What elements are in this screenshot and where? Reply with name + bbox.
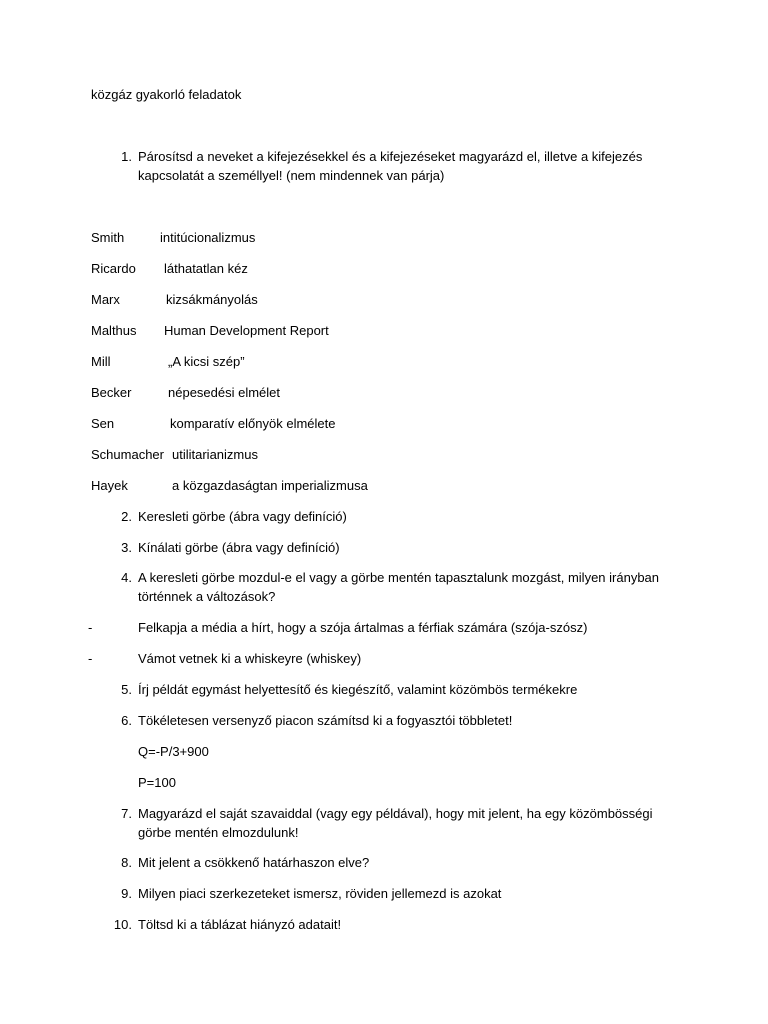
expression: utilitarianizmus bbox=[172, 447, 258, 462]
sub-item-text: Vámot vetnek ki a whiskeyre (whiskey) bbox=[138, 651, 362, 666]
question-text: Mit jelent a csökkenő határhaszon elve? bbox=[138, 855, 370, 870]
question-text: Írj példát egymást helyettesítő és kiegészítő, valamint közömbös termékekre bbox=[138, 682, 578, 697]
question-number: 9. bbox=[121, 886, 132, 901]
question-number: 7. bbox=[121, 806, 132, 821]
question-text: Tökéletesen versenyző piacon számítsd ki a fogyasztói többletet! bbox=[138, 713, 513, 728]
question-text: Kínálati görbe (ábra vagy definíció) bbox=[138, 540, 340, 555]
person-name: Mill bbox=[91, 354, 111, 369]
question-text: A keresleti görbe mozdul-e el vagy a görbe mentén tapasztalunk mozgást, milyen irányban történnek a változások? bbox=[138, 570, 660, 604]
expression: kizsákmányolás bbox=[166, 292, 258, 307]
question-text: Párosítsd a neveket a kifejezésekkel és a kifejezéseket magyarázd el, illetve a kifejezés kapcsolatát a személlyel! (nem mindennek van párja) bbox=[138, 149, 643, 183]
expression: a közgazdaságtan imperializmusa bbox=[172, 478, 368, 493]
question-number: 1. bbox=[121, 149, 132, 164]
question-number: 2. bbox=[121, 509, 132, 524]
person-name: Becker bbox=[91, 385, 132, 400]
question-text: Töltsd ki a táblázat hiányzó adatait! bbox=[138, 917, 342, 932]
formula-demand: Q=-P/3+900 bbox=[138, 744, 209, 759]
question-text: Milyen piaci szerkezeteket ismersz, röviden jellemezd is azokat bbox=[138, 886, 502, 901]
person-name: Malthus bbox=[91, 323, 137, 338]
formula-price: P=100 bbox=[138, 775, 176, 790]
question-number: 4. bbox=[121, 570, 132, 585]
question-number: 10. bbox=[113, 917, 132, 932]
question-number: 3. bbox=[121, 540, 132, 555]
question-number: 8. bbox=[121, 855, 132, 870]
expression: Human Development Report bbox=[164, 323, 329, 338]
person-name: Ricardo bbox=[91, 261, 136, 276]
person-name: Hayek bbox=[91, 478, 128, 493]
bullet-dash: - bbox=[88, 651, 93, 666]
question-number: 5. bbox=[121, 682, 132, 697]
expression: intitúcionalizmus bbox=[160, 230, 256, 245]
question-text: Magyarázd el saját szavaiddal (vagy egy példával), hogy mit jelent, ha egy közömbösségi görbe mentén elmozdulunk! bbox=[138, 806, 653, 840]
person-name: Sen bbox=[91, 416, 115, 431]
expression: láthatatlan kéz bbox=[164, 261, 248, 276]
bullet-dash: - bbox=[88, 620, 93, 635]
person-name: Marx bbox=[91, 292, 120, 307]
expression: komparatív előnyök elmélete bbox=[170, 416, 336, 431]
question-text: Keresleti görbe (ábra vagy definíció) bbox=[138, 509, 347, 524]
sub-item-text: Felkapja a média a hírt, hogy a szója ártalmas a férfiak számára (szója-szósz) bbox=[138, 620, 588, 635]
expression: „A kicsi szép” bbox=[168, 354, 245, 369]
expression: népesedési elmélet bbox=[168, 385, 281, 400]
person-name: Schumacher bbox=[91, 447, 164, 462]
document-title: közgáz gyakorló feladatok bbox=[91, 87, 242, 102]
person-name: Smith bbox=[91, 230, 125, 245]
question-number: 6. bbox=[121, 713, 132, 728]
